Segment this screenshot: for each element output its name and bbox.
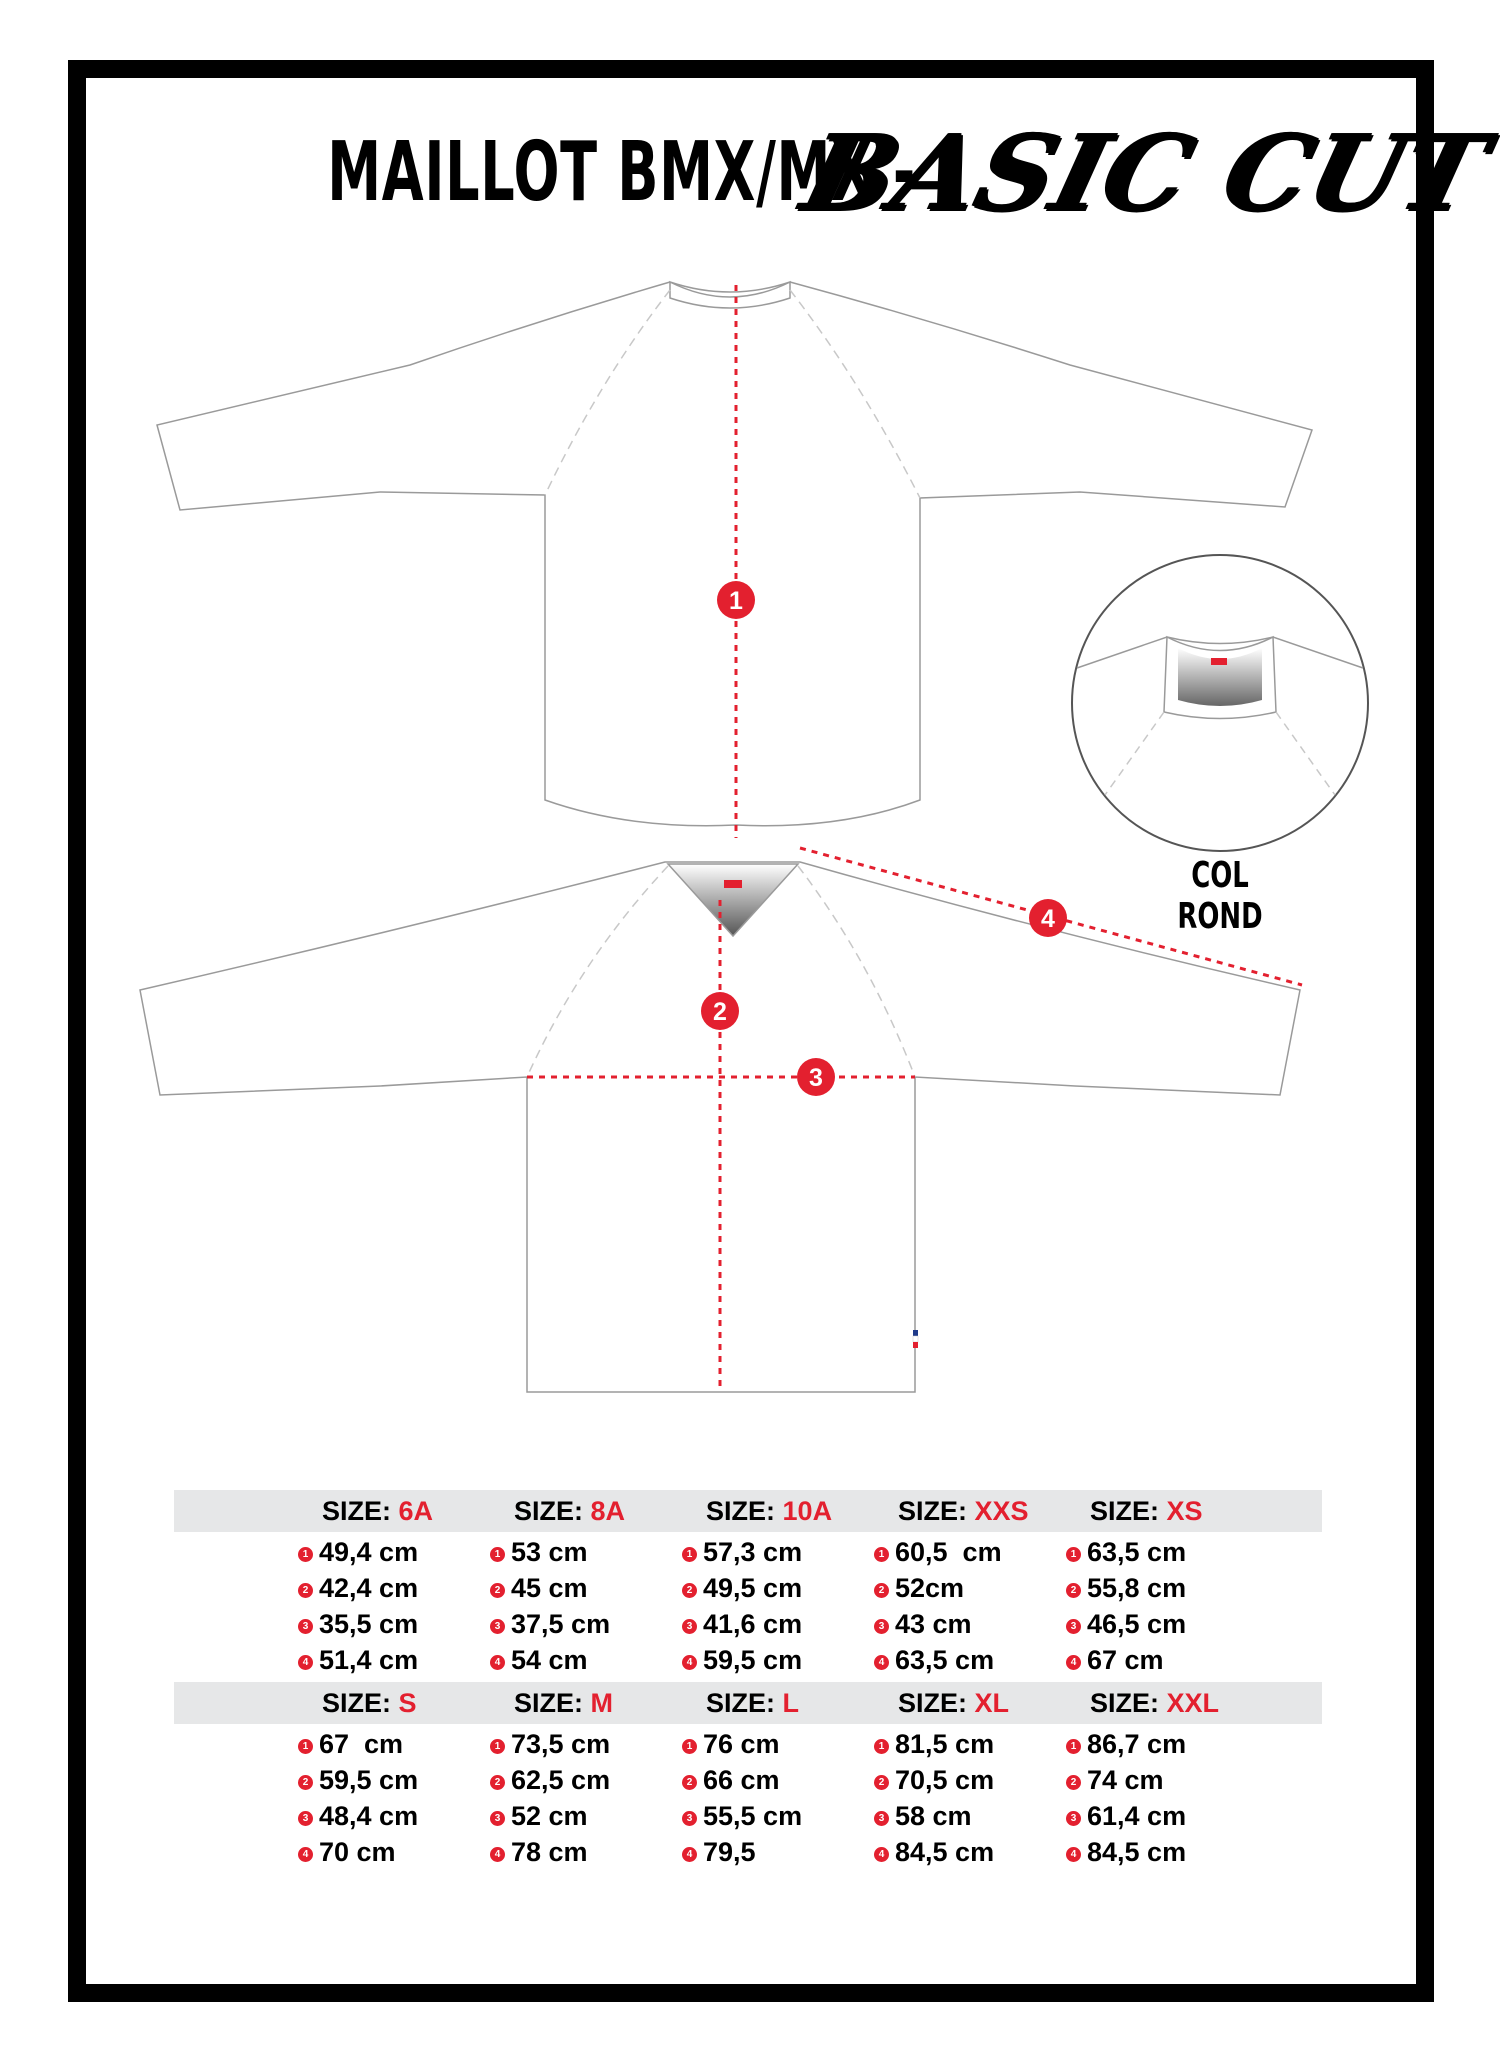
title-highlight: BASIC CUT <box>791 110 1499 234</box>
size-value: XL <box>974 1688 1010 1718</box>
v-neck <box>668 864 798 936</box>
marker-dot: 4 <box>682 1655 697 1670</box>
marker-dot: 2 <box>490 1775 505 1790</box>
marker-dot: 2 <box>1066 1775 1081 1790</box>
marker-dot: 4 <box>1066 1655 1081 1670</box>
size-header <box>514 1682 613 1724</box>
marker-dot: 3 <box>874 1811 889 1826</box>
flag-tag <box>913 1330 918 1348</box>
measurement: 4 84,5 cm <box>1066 1834 1186 1870</box>
marker-dot: 3 <box>490 1619 505 1634</box>
back-collar <box>670 282 790 308</box>
marker-dot: 3 <box>1066 1811 1081 1826</box>
size-label: SIZE: <box>898 1496 968 1526</box>
collar-tag <box>1211 658 1227 665</box>
marker-dot: 4 <box>298 1847 313 1862</box>
marker-dot: 3 <box>682 1619 697 1634</box>
size-value: L <box>782 1688 800 1718</box>
marker-dot: 4 <box>874 1655 889 1670</box>
marker-dot: 4 <box>490 1655 505 1670</box>
measurement: 4 79,5 <box>682 1834 756 1870</box>
size-value: 6A <box>398 1496 434 1526</box>
size-header-row-2 <box>174 1682 1322 1724</box>
measurement: 1 67 cm <box>298 1726 403 1762</box>
marker-3 <box>797 1058 835 1096</box>
size-label: SIZE: <box>1090 1496 1160 1526</box>
marker-dot: 3 <box>682 1811 697 1826</box>
marker-dot: 3 <box>1066 1619 1081 1634</box>
marker-dot: 1 <box>874 1547 889 1562</box>
measurement: 3 41,6 cm <box>682 1606 802 1642</box>
marker-2-label: 2 <box>713 998 727 1026</box>
size-value: XXS <box>974 1496 1029 1526</box>
measurement: 2 52cm <box>874 1570 964 1606</box>
size-value: 8A <box>590 1496 626 1526</box>
marker-dot: 1 <box>874 1739 889 1754</box>
size-header <box>898 1682 1009 1724</box>
measurement: 3 52 cm <box>490 1798 588 1834</box>
size-block-2 <box>174 1682 1322 1874</box>
size-header <box>514 1490 625 1532</box>
size-table <box>174 1490 1322 1874</box>
marker-dot: 2 <box>490 1583 505 1598</box>
size-header-row-1 <box>174 1490 1322 1532</box>
marker-dot: 3 <box>298 1811 313 1826</box>
marker-dot: 1 <box>298 1739 313 1754</box>
marker-dot: 1 <box>490 1547 505 1562</box>
marker-dot: 1 <box>1066 1547 1081 1562</box>
size-header <box>322 1490 433 1532</box>
measurement: 2 62,5 cm <box>490 1762 610 1798</box>
size-value: XXL <box>1166 1688 1220 1718</box>
marker-dot: 3 <box>490 1811 505 1826</box>
size-value: XS <box>1166 1496 1203 1526</box>
neck-tag <box>724 880 742 888</box>
marker-dot: 2 <box>874 1583 889 1598</box>
measurement: 2 59,5 cm <box>298 1762 418 1798</box>
size-header <box>1090 1682 1219 1724</box>
marker-dot: 4 <box>682 1847 697 1862</box>
size-header <box>898 1490 1029 1532</box>
marker-dot: 2 <box>298 1775 313 1790</box>
size-label: SIZE: <box>322 1496 392 1526</box>
marker-dot: 3 <box>874 1619 889 1634</box>
size-label: SIZE: <box>322 1688 392 1718</box>
measurement: 3 35,5 cm <box>298 1606 418 1642</box>
marker-dot: 1 <box>682 1547 697 1562</box>
measurement: 4 63,5 cm <box>874 1642 994 1678</box>
marker-dot: 2 <box>874 1775 889 1790</box>
marker-dot: 4 <box>298 1655 313 1670</box>
measurement: 4 54 cm <box>490 1642 588 1678</box>
size-label: SIZE: <box>706 1496 776 1526</box>
size-label: SIZE: <box>514 1496 584 1526</box>
measurement: 1 86,7 cm <box>1066 1726 1186 1762</box>
measurement: 4 84,5 cm <box>874 1834 994 1870</box>
measurement: 4 67 cm <box>1066 1642 1164 1678</box>
marker-dot: 2 <box>1066 1583 1081 1598</box>
marker-2 <box>701 992 739 1030</box>
front-raglan-left <box>527 866 668 1077</box>
measurement: 1 60,5 cm <box>874 1534 1002 1570</box>
back-raglan-left <box>545 290 670 495</box>
marker-dot: 2 <box>682 1583 697 1598</box>
measurement: 4 78 cm <box>490 1834 588 1870</box>
measurement: 3 46,5 cm <box>1066 1606 1186 1642</box>
size-header <box>1090 1490 1203 1532</box>
measurement: 3 55,5 cm <box>682 1798 802 1834</box>
size-header <box>706 1682 799 1724</box>
marker-dot: 4 <box>1066 1847 1081 1862</box>
size-value: M <box>590 1688 614 1718</box>
title-prefix: MAILLOT BMX/MX - <box>327 124 916 220</box>
back-raglan-right <box>790 290 920 498</box>
marker-dot: 1 <box>490 1739 505 1754</box>
size-block-1 <box>174 1490 1322 1682</box>
size-label: SIZE: <box>898 1688 968 1718</box>
size-label: SIZE: <box>1090 1688 1160 1718</box>
size-label: SIZE: <box>514 1688 584 1718</box>
size-header <box>706 1490 832 1532</box>
measurement: 4 59,5 cm <box>682 1642 802 1678</box>
marker-dot: 4 <box>874 1847 889 1862</box>
measurement: 3 61,4 cm <box>1066 1798 1186 1834</box>
measurement: 3 58 cm <box>874 1798 972 1834</box>
measurement: 1 63,5 cm <box>1066 1534 1186 1570</box>
marker-dot: 3 <box>298 1619 313 1634</box>
measurement: 3 37,5 cm <box>490 1606 610 1642</box>
measurement: 2 45 cm <box>490 1570 588 1606</box>
measurement: 1 49,4 cm <box>298 1534 418 1570</box>
measurement: 2 66 cm <box>682 1762 780 1798</box>
marker-dot: 1 <box>1066 1739 1081 1754</box>
measurement: 2 49,5 cm <box>682 1570 802 1606</box>
marker-4-label: 4 <box>1041 905 1055 933</box>
marker-dot: 1 <box>682 1739 697 1754</box>
measurement: 2 74 cm <box>1066 1762 1164 1798</box>
size-value: S <box>398 1688 417 1718</box>
marker-4 <box>1029 899 1067 937</box>
measurement: 2 55,8 cm <box>1066 1570 1186 1606</box>
measurement: 2 42,4 cm <box>298 1570 418 1606</box>
marker-dot: 2 <box>682 1775 697 1790</box>
measurement: 2 70,5 cm <box>874 1762 994 1798</box>
marker-dot: 4 <box>490 1847 505 1862</box>
collar-label: COL ROND <box>1177 855 1263 937</box>
marker-dot: 2 <box>298 1583 313 1598</box>
measurement: 1 57,3 cm <box>682 1534 802 1570</box>
measurement: 4 51,4 cm <box>298 1642 418 1678</box>
size-value: 10A <box>782 1496 833 1526</box>
measurement: 3 43 cm <box>874 1606 972 1642</box>
measurement: 1 73,5 cm <box>490 1726 610 1762</box>
size-header <box>322 1682 417 1724</box>
marker-1 <box>717 581 755 619</box>
marker-3-label: 3 <box>809 1064 823 1092</box>
measurement: 1 81,5 cm <box>874 1726 994 1762</box>
measurement: 4 70 cm <box>298 1834 396 1870</box>
measurement: 3 48,4 cm <box>298 1798 418 1834</box>
measurement: 1 76 cm <box>682 1726 780 1762</box>
size-label: SIZE: <box>706 1688 776 1718</box>
front-raglan-right <box>798 866 915 1077</box>
marker-1-label: 1 <box>729 587 743 615</box>
measurement: 1 53 cm <box>490 1534 588 1570</box>
marker-dot: 1 <box>298 1547 313 1562</box>
